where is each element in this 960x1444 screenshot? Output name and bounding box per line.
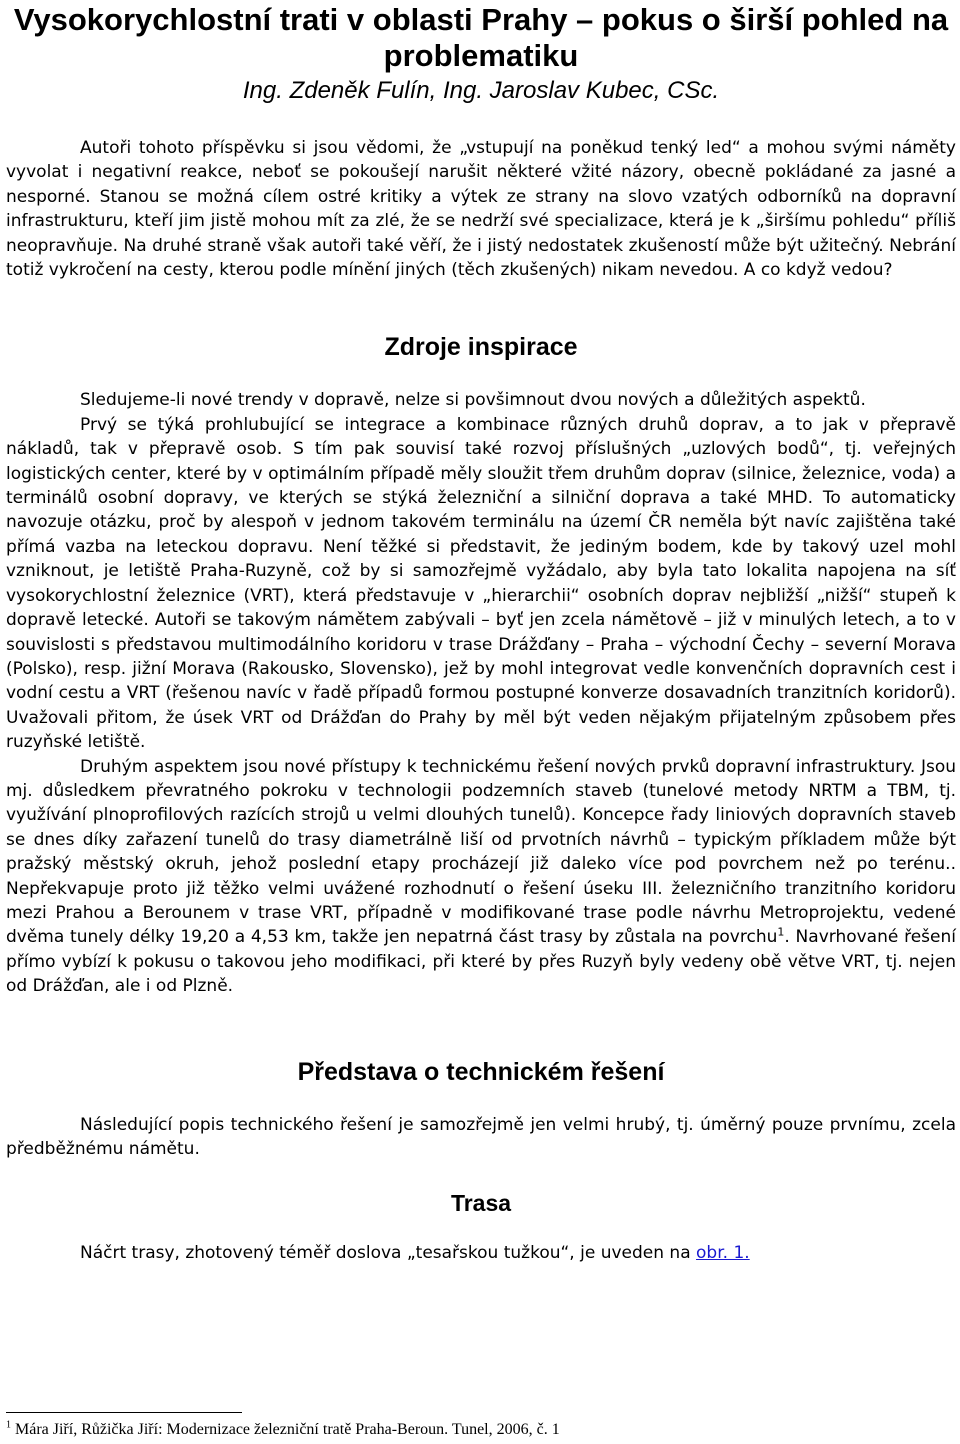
paragraph-second-aspect xyxy=(6,755,956,999)
paragraph-second-aspect-tail: . Navrhované řešení přímo vybízí k pokusu o takovou jeho modifikaci, při které by přes Ruzyň byly vedeny obě větve VRT, tj. nejen od Drážďan, ale i od Plzně. xyxy=(6,927,956,997)
footnote-text: Mára Jiří, Růžička Jiří: Modernizace železniční tratě Praha-Beroun. Tunel, 2006, č. 1 xyxy=(11,1421,560,1438)
section-heading-zdroje: Zdroje inspirace xyxy=(384,333,578,362)
figure-link[interactable]: obr. 1. xyxy=(696,1243,750,1264)
paragraph-trasa xyxy=(6,1241,956,1265)
paragraph-trasa-text: Náčrt trasy, zhotovený téměř doslova „tesařskou tužkou“, je uveden na xyxy=(80,1243,697,1264)
footnote xyxy=(6,1420,560,1440)
document-page xyxy=(6,0,956,1438)
paragraph-second-aspect-text: Druhým aspektem jsou nové přístupy k technickému řešení nových prvků dopravní infrastruktury. Jsou mj. důsledkem převratného pokroku v technologii podzemních staveb (tunelové metody NRTM a TBM, tj. využívání plnoprofilových razících strojů u velmi dlouhých tunelů). Koncepce řady liniových dopravních staveb se dnes díky zařazení tunelů do trasy diametrálně liší od prvotních návrhů – typickým příkladem může být pražský městský okruh, jehož poslední etapy procházejí již daleko více pod povrchem než po terénu.. Nepřekvapuje proto již těžko velmi uvážené rozhodnutí o řešení úseku III. železničního tranzitního koridoru mezi Prahou a Berounem v trase VRT, případně v modifikované trase podle návrhu Metroprojektu, vedené dvěma tunely délky 19,20 a 4,53 km, takže jen nepatrná část trasy by zůstala na povrchu xyxy=(6,756,956,948)
paragraph-first-aspect: Prvý se týká prohlubující se integrace a kombinace různých druhů doprav, a to jak v přepravě nákladů, tak v přepravě osob. S tím pak souvisí také rozvoj příslušných „uzlových bodů“, tj. veřejných logistických center, které by v optimálním případě měly sloužit třem druhům doprav (silnice, železnice, voda) a terminálů osobní dopravy, ve kterých se stýká železniční a silniční doprava a také MHD. To automaticky navozuje otázku, proč by alespoň v jednom takovém terminálu na území ČR neměla být navíc zajištěna také přímá vazba na leteckou dopravu. Není těžké si představit, že jediným bodem, kde by takový uzel mohl vzniknout, je letiště Praha-Ruzyně, což by si samozřejmě vyžádalo, aby byla tato lokalita napojena na síť vysokorychlostní železnice (VRT), která představuje v „hierarchii“ osobních doprav nejbližší „nižší“ stupeň k dopravě letecké. Autoři se takovým námětem zabývali – byť jen zcela námětově – již v minulých letech, a to v souvislosti s představou multimodálního koridoru v trase Drážďany – Praha – východní Čechy – severní Morava (Polsko), resp. jižní Morava (Rakousko, Slovensko), jež by mohl integrovat vedle konvenčních dopravních cest i vodní cestu a VRT (řešenou navíc v řadě případů formou postupné konverze dosavadních tranzitních koridorů). Uvažovali přitom, že úsek VRT od Drážďan do Prahy by měl být veden nějakým přijatelným způsobem přes ruzyňské letiště. xyxy=(6,414,956,753)
intro-paragraph: Autoři tohoto příspěvku si jsou vědomi, že „vstupují na poněkud tenký led“ a mohou svými náměty vyvolat i negativní reakce, neboť se pokoušejí narušit některé vžité názory, obecně pokládané za jasné a nesporné. Stanou se možná cílem ostré kritiky a výtek ze strany na slovo vzatých odborníků na dopravní infrastrukturu, kteří jim jistě mohou mít za zlé, že se nedrží své specializace, která je k „širšímu pohledu“ příliš neopravňuje. Na druhé straně však autoři také věří, že i jistý nedostatek zkušeností může být užitečný. Nebrání totiž vykročení na cesty, kterou podle mínění jiných (těch zkušených) nikam nevedou. A co když vedou? xyxy=(6,138,956,281)
paragraph-trends: Sledujeme-li nové trendy v dopravě, nelze si povšimnout dvou nových a důležitých aspektů. xyxy=(80,390,866,411)
footnote-mark: 1 xyxy=(6,1419,11,1431)
section-heading-predstava: Představa o technickém řešení xyxy=(297,1057,665,1086)
subsection-heading-trasa: Trasa xyxy=(450,1190,512,1217)
document-title: Vysokorychlostní trati v oblasti Prahy – pokus o širší pohled na problematiku xyxy=(13,2,949,73)
footnote-reference[interactable]: 1 xyxy=(777,925,785,939)
paragraph-technical-description: Následující popis technického řešení je samozřejmě jen velmi hrubý, tj. úměrný pouze prvnímu, zcela předběžnému námětu. xyxy=(6,1114,956,1159)
authors-line: Ing. Zdeněk Fulín, Ing. Jaroslav Kubec, CSc. xyxy=(242,77,720,104)
footnote-divider xyxy=(6,1412,242,1413)
